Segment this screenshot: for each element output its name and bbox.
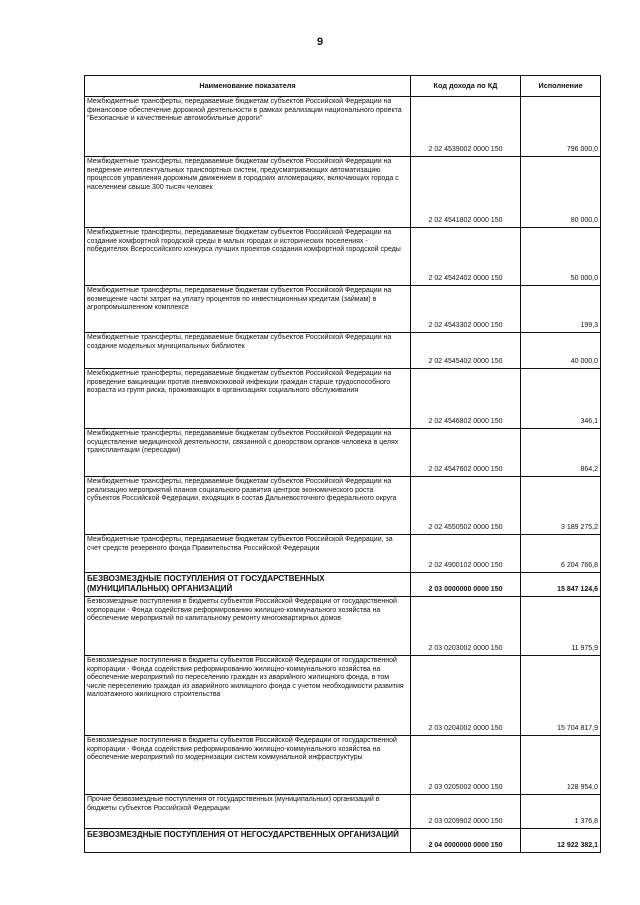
table-row bbox=[85, 829, 601, 853]
table-row bbox=[85, 333, 601, 369]
row-value: 50 000,0 bbox=[521, 228, 601, 286]
row-value: 15 704 817,9 bbox=[521, 656, 601, 736]
header-revenue-code: Код дохода по КД bbox=[411, 76, 521, 97]
table-row bbox=[85, 369, 601, 429]
row-name: Безвозмездные поступления в бюджеты субъектов Российской Федерации от государственной корпорации - Фонда содействия реформированию жилищно-коммунального хозяйства на обеспечение мероприятий по модернизации систем коммунальной инфраструктуры bbox=[85, 736, 411, 795]
row-code: 2 03 0205002 0000 150 bbox=[411, 736, 521, 795]
table-header-row bbox=[85, 76, 601, 97]
header-execution: Исполнение bbox=[521, 76, 601, 97]
row-code: 2 03 0204002 0000 150 bbox=[411, 656, 521, 736]
revenue-table bbox=[84, 75, 601, 853]
row-value: 12 922 382,1 bbox=[521, 829, 601, 853]
row-code: 2 04 0000000 0000 150 bbox=[411, 829, 521, 853]
row-name: Межбюджетные трансферты, передаваемые бюджетам субъектов Российской Федерации на создание комфортной городской среды в малых городах и исторических поселениях - победителях Всероссийского конкурса лучших проектов создания комфортной городской среды bbox=[85, 228, 411, 286]
table-row bbox=[85, 736, 601, 795]
header-indicator-name: Наименование показателя bbox=[85, 76, 411, 97]
row-name: Межбюджетные трансферты, передаваемые бюджетам субъектов Российской Федерации на осуществление медицинской деятельности, связанной с донорством органов человека в целях трансплантации (пересадки) bbox=[85, 429, 411, 477]
row-value: 864,2 bbox=[521, 429, 601, 477]
page-number: 9 bbox=[316, 36, 324, 48]
table-row bbox=[85, 573, 601, 597]
row-value: 80 000,0 bbox=[521, 157, 601, 228]
row-name: Межбюджетные трансферты, передаваемые бюджетам субъектов Российской Федерации на создание модельных муниципальных библиотек bbox=[85, 333, 411, 369]
row-code: 2 03 0203002 0000 150 bbox=[411, 597, 521, 656]
row-code: 2 02 4547602 0000 150 bbox=[411, 429, 521, 477]
table-row bbox=[85, 535, 601, 573]
row-value: 15 847 124,6 bbox=[521, 573, 601, 597]
row-name: Прочие безвозмездные поступления от государственных (муниципальных) организаций в бюджеты субъектов Российской Федерации bbox=[85, 795, 411, 829]
row-name: Межбюджетные трансферты, передаваемые бюджетам субъектов Российской Федерации на внедрение интеллектуальных транспортных систем, предусматривающих автоматизацию процессов управления дорожным движением в городских агломерациях, включающих города с населением свыше 300 тысяч человек bbox=[85, 157, 411, 228]
row-code: 2 03 0209902 0000 150 bbox=[411, 795, 521, 829]
table-row bbox=[85, 795, 601, 829]
table-row bbox=[85, 656, 601, 736]
row-value: 40 000,0 bbox=[521, 333, 601, 369]
row-name: БЕЗВОЗМЕЗДНЫЕ ПОСТУПЛЕНИЯ ОТ ГОСУДАРСТВЕННЫХ (МУНИЦИПАЛЬНЫХ) ОРГАНИЗАЦИЙ bbox=[85, 573, 411, 597]
row-value: 346,1 bbox=[521, 369, 601, 429]
row-name: Безвозмездные поступления в бюджеты субъектов Российской Федерации от государственной корпорации - Фонда содействия реформированию жилищно-коммунального хозяйства на обеспечение мероприятий по переселению граждан из аварийного жилищного фонда, в том числе переселению граждан из аварийного жилищного фонда с учетом необходимости развития малоэтажного жилищного строительства bbox=[85, 656, 411, 736]
row-name: Безвозмездные поступления в бюджеты субъектов Российской Федерации от государственной корпорации - Фонда содействия реформированию жилищно-коммунального хозяйства на обеспечение мероприятий по капитальному ремонту многоквартирных домов bbox=[85, 597, 411, 656]
row-value: 11 975,9 bbox=[521, 597, 601, 656]
row-name: БЕЗВОЗМЕЗДНЫЕ ПОСТУПЛЕНИЯ ОТ НЕГОСУДАРСТВЕННЫХ ОРГАНИЗАЦИЙ bbox=[85, 829, 411, 853]
table-row bbox=[85, 597, 601, 656]
table-row bbox=[85, 429, 601, 477]
row-value: 3 189 275,2 bbox=[521, 477, 601, 535]
row-name: Межбюджетные трансферты, передаваемые бюджетам субъектов Российской Федерации, за счет средств резервного фонда Правительства Российской Федерации bbox=[85, 535, 411, 573]
row-code: 2 02 4550502 0000 150 bbox=[411, 477, 521, 535]
row-code: 2 02 4539002 0000 150 bbox=[411, 97, 521, 157]
row-name: Межбюджетные трансферты, передаваемые бюджетам субъектов Российской Федерации на возмещение части затрат на уплату процентов по инвестиционным кредитам (займам) в агропромышленном комплексе bbox=[85, 286, 411, 333]
row-name: Межбюджетные трансферты, передаваемые бюджетам субъектов Российской Федерации на финансовое обеспечение дорожной деятельности в рамках реализации национального проекта "Безопасные и качественные автомобильные дороги" bbox=[85, 97, 411, 157]
row-code: 2 02 4542402 0000 150 bbox=[411, 228, 521, 286]
row-code: 2 02 4541802 0000 150 bbox=[411, 157, 521, 228]
row-value: 128 954,0 bbox=[521, 736, 601, 795]
table-row bbox=[85, 286, 601, 333]
row-name: Межбюджетные трансферты, передаваемые бюджетам субъектов Российской Федерации на проведение вакцинации против пневмококковой инфекции граждан старше трудоспособного возраста из групп риска, проживающих в организациях социального обслуживания bbox=[85, 369, 411, 429]
row-code: 2 02 4545402 0000 150 bbox=[411, 333, 521, 369]
row-name: Межбюджетные трансферты, передаваемые бюджетам субъектов Российской Федерации на реализацию мероприятий планов социального развития центров экономического роста субъектов Российской Федерации, входящих в состав Дальневосточного федерального округа bbox=[85, 477, 411, 535]
table-row bbox=[85, 97, 601, 157]
row-code: 2 02 4543302 0000 150 bbox=[411, 286, 521, 333]
row-code: 2 02 4900102 0000 150 bbox=[411, 535, 521, 573]
row-code: 2 02 4546802 0000 150 bbox=[411, 369, 521, 429]
row-value: 796 000,0 bbox=[521, 97, 601, 157]
table-row bbox=[85, 477, 601, 535]
row-value: 199,3 bbox=[521, 286, 601, 333]
row-value: 6 204 766,8 bbox=[521, 535, 601, 573]
row-code: 2 03 0000000 0000 150 bbox=[411, 573, 521, 597]
table-row bbox=[85, 157, 601, 228]
table-row bbox=[85, 228, 601, 286]
row-value: 1 376,8 bbox=[521, 795, 601, 829]
